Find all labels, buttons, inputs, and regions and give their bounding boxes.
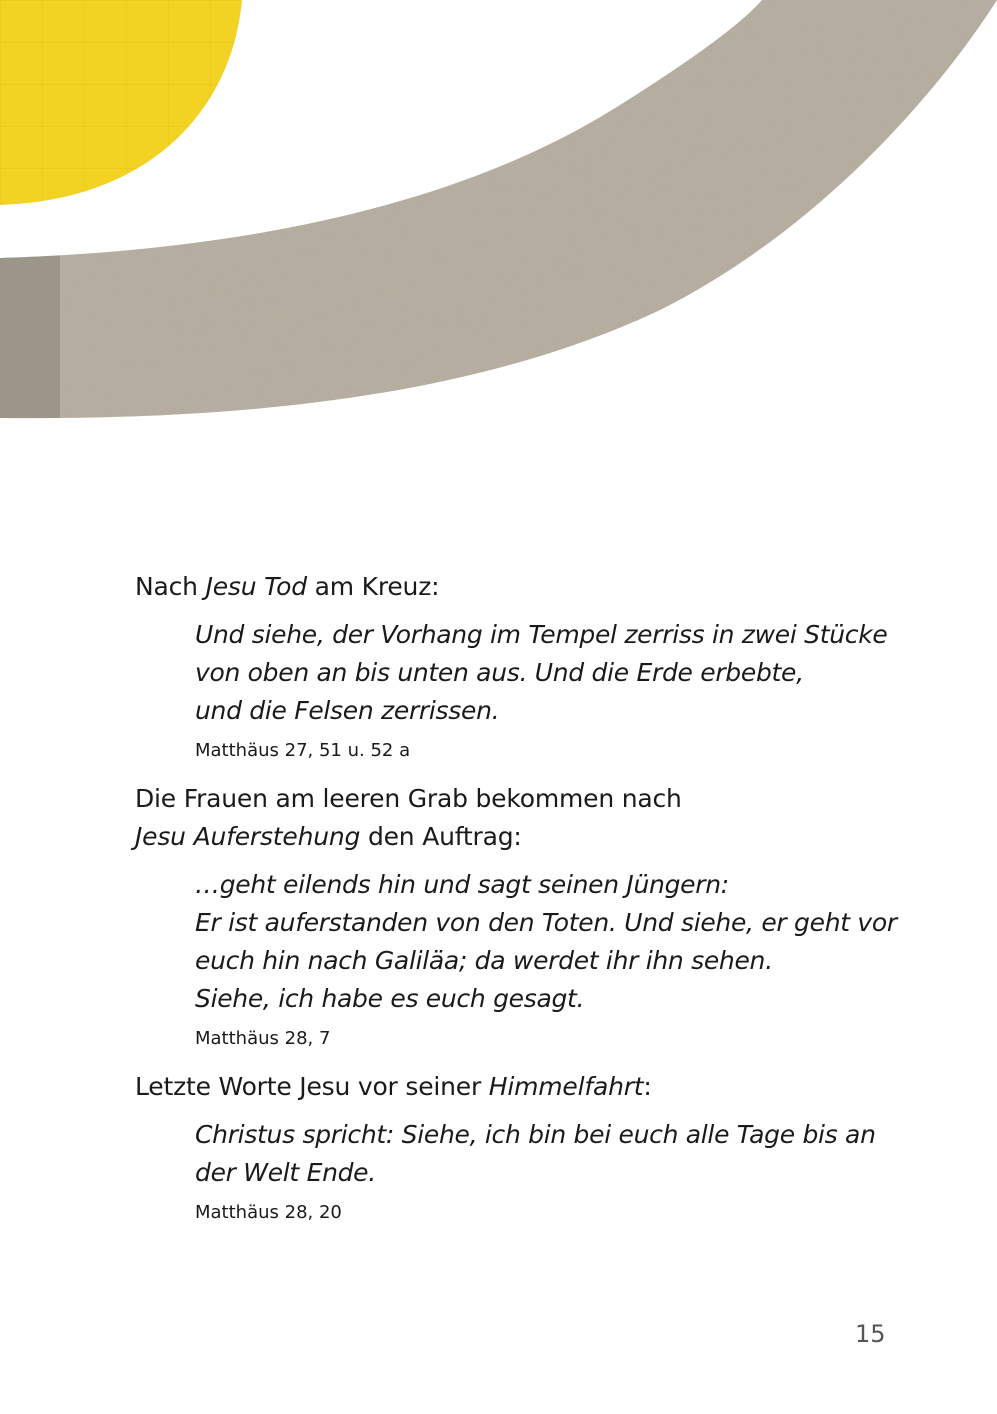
section-intro <box>135 1068 915 1106</box>
quote-line: von oben an bis unten aus. Und die Erde erbebte, <box>195 658 804 687</box>
page-number: 15 <box>855 1320 886 1348</box>
quote-line: der Welt Ende. <box>195 1158 376 1187</box>
intro-text: : <box>643 1072 652 1101</box>
quote-line: Christus spricht: Siehe, ich bin bei euch alle Tage bis an <box>195 1120 876 1149</box>
bible-quote <box>195 1116 915 1192</box>
intro-emphasis: Himmelfahrt <box>488 1072 644 1101</box>
quote-line: Und siehe, der Vorhang im Tempel zerriss in zwei Stücke <box>195 620 888 649</box>
bible-quote <box>195 616 915 730</box>
intro-text: Letzte Worte Jesu vor seiner <box>135 1072 489 1101</box>
bible-reference: Matthäus 27, 51 u. 52 a <box>195 740 411 761</box>
text-body <box>135 568 915 1242</box>
section-intro <box>135 780 915 856</box>
intro-emphasis: Jesu Auferstehung <box>135 822 361 851</box>
sun-shape <box>0 0 242 205</box>
quote-line: Er ist auferstanden von den Toten. Und siehe, er geht vor <box>195 908 897 937</box>
quote-line: Siehe, ich habe es euch gesagt. <box>195 984 585 1013</box>
intro-text: den Auftrag: <box>360 822 522 851</box>
header-illustration <box>0 0 997 420</box>
intro-text: Die Frauen am leeren Grab bekommen nach <box>135 784 682 813</box>
section-himmelfahrt <box>135 1068 915 1230</box>
bible-reference: Matthäus 28, 7 <box>195 1028 331 1049</box>
section-intro <box>135 568 915 606</box>
quote-line: und die Felsen zerrissen. <box>195 696 500 725</box>
intro-emphasis: Jesu Tod <box>205 572 307 601</box>
quote-line: euch hin nach Galiläa; da werdet ihr ihn sehen. <box>195 946 773 975</box>
bible-reference: Matthäus 28, 20 <box>195 1202 342 1223</box>
intro-text: am Kreuz: <box>306 572 440 601</box>
quote-line: …geht eilends hin und sagt seinen Jüngern: <box>195 870 729 899</box>
section-tod <box>135 568 915 768</box>
section-auferstehung <box>135 780 915 1056</box>
intro-text: Nach <box>135 572 206 601</box>
bible-quote <box>195 866 915 1018</box>
